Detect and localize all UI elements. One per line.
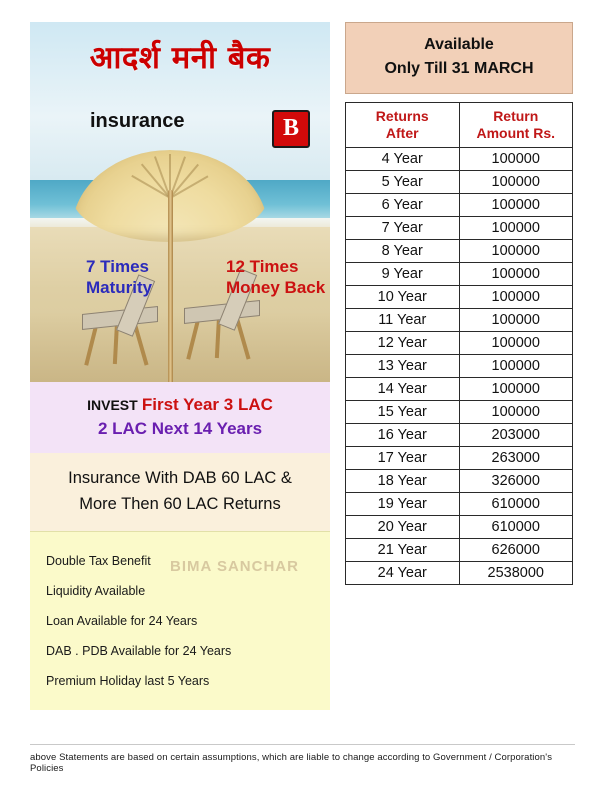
- beach-umbrella-icon: [72, 150, 268, 224]
- column-header-return-amount: [459, 103, 573, 148]
- cell-return-amount: 100000: [459, 217, 573, 240]
- table-row: [346, 263, 573, 286]
- table-row: [346, 447, 573, 470]
- list-item: Liquidity Available: [46, 584, 146, 598]
- table-row: [346, 424, 573, 447]
- poster-title-hindi: आदर्श मनी बैक: [89, 40, 271, 76]
- cell-returns-after: 12 Year: [346, 332, 460, 355]
- right-column: [345, 22, 573, 585]
- cell-returns-after: 19 Year: [346, 493, 460, 516]
- invest-next-years-value: 2 LAC Next 14 Years: [97, 419, 263, 438]
- left-column: [30, 22, 330, 710]
- invest-line-first-year: [30, 394, 330, 417]
- returns-table-head: [346, 103, 573, 148]
- watermark-text: BIMA SANCHAR: [170, 558, 299, 575]
- umbrella-pole: [168, 190, 173, 382]
- benefits-band: [30, 531, 330, 710]
- cell-returns-after: 11 Year: [346, 309, 460, 332]
- cell-return-amount: 100000: [459, 378, 573, 401]
- availability-line1: Available: [424, 36, 494, 53]
- maturity-badge-line1: 7 Times: [86, 257, 150, 276]
- cell-return-amount: 100000: [459, 240, 573, 263]
- column-header-returns-after-line1: Returns: [375, 108, 429, 124]
- cell-returns-after: 18 Year: [346, 470, 460, 493]
- table-row: [346, 516, 573, 539]
- headline-line1: Insurance With DAB 60 LAC &: [68, 469, 292, 487]
- cell-return-amount: 626000: [459, 539, 573, 562]
- cell-returns-after: 8 Year: [346, 240, 460, 263]
- invest-band: [30, 382, 330, 453]
- cell-return-amount: 100000: [459, 286, 573, 309]
- cell-return-amount: 100000: [459, 401, 573, 424]
- invest-first-year-value: First Year 3 LAC: [141, 395, 273, 414]
- cell-returns-after: 17 Year: [346, 447, 460, 470]
- table-header-row: [346, 103, 573, 148]
- table-row: [346, 171, 573, 194]
- cell-returns-after: 24 Year: [346, 562, 460, 585]
- availability-line2: Only Till 31 MARCH: [384, 60, 534, 77]
- column-header-return-amount-line2: Amount Rs.: [476, 125, 556, 141]
- table-row: [346, 562, 573, 585]
- table-row: [346, 194, 573, 217]
- cell-returns-after: 10 Year: [346, 286, 460, 309]
- column-header-return-amount-line1: Return: [493, 108, 539, 124]
- cell-return-amount: 610000: [459, 516, 573, 539]
- list-item: Loan Available for 24 Years: [46, 614, 198, 628]
- table-row: [346, 332, 573, 355]
- cell-return-amount: 203000: [459, 424, 573, 447]
- cell-returns-after: 6 Year: [346, 194, 460, 217]
- returns-table: [345, 102, 573, 585]
- cell-returns-after: 9 Year: [346, 263, 460, 286]
- invest-label: INVEST: [87, 397, 138, 413]
- cell-returns-after: 16 Year: [346, 424, 460, 447]
- money-back-badge: [226, 256, 325, 298]
- cell-return-amount: 2538000: [459, 562, 573, 585]
- cell-return-amount: 100000: [459, 332, 573, 355]
- list-item: DAB . PDB Available for 24 Years: [46, 644, 232, 658]
- beach-poster: [30, 22, 330, 382]
- cell-returns-after: 4 Year: [346, 148, 460, 171]
- table-row: [346, 286, 573, 309]
- cell-return-amount: 100000: [459, 309, 573, 332]
- cell-return-amount: 263000: [459, 447, 573, 470]
- cell-returns-after: 5 Year: [346, 171, 460, 194]
- cell-return-amount: 100000: [459, 263, 573, 286]
- availability-banner: [345, 22, 573, 94]
- cell-return-amount: 610000: [459, 493, 573, 516]
- money-back-badge-line1: 12 Times: [226, 257, 299, 276]
- poster-title-english: insurance: [90, 110, 185, 132]
- table-row: [346, 240, 573, 263]
- footer-disclaimer: above Statements are based on certain assumptions, which are liable to change according to Government / Corporation's Policies: [30, 752, 553, 774]
- cell-returns-after: 21 Year: [346, 539, 460, 562]
- maturity-badge: [86, 256, 152, 298]
- maturity-badge-line2: Maturity: [86, 278, 153, 297]
- headline-line2: More Then 60 LAC Returns: [79, 495, 281, 513]
- money-back-badge-line2: Money Back: [226, 278, 326, 297]
- headline-band: [30, 453, 330, 531]
- list-item: Double Tax Benefit: [46, 554, 151, 568]
- table-row: [346, 493, 573, 516]
- list-item: Premium Holiday last 5 Years: [46, 674, 210, 688]
- table-row: [346, 401, 573, 424]
- table-row: [346, 217, 573, 240]
- column-header-returns-after-line2: After: [385, 125, 419, 141]
- cell-return-amount: 100000: [459, 148, 573, 171]
- cell-return-amount: 100000: [459, 355, 573, 378]
- footer-divider: [30, 744, 575, 745]
- table-row: [346, 539, 573, 562]
- returns-table-body: [346, 148, 573, 585]
- table-row: [346, 309, 573, 332]
- cell-return-amount: 100000: [459, 194, 573, 217]
- benefits-list: [46, 546, 316, 696]
- table-row: [346, 470, 573, 493]
- cell-return-amount: 326000: [459, 470, 573, 493]
- cell-returns-after: 15 Year: [346, 401, 460, 424]
- table-row: [346, 355, 573, 378]
- brand-logo-icon: B: [272, 110, 310, 148]
- table-row: [346, 378, 573, 401]
- column-header-returns-after: [346, 103, 460, 148]
- cell-returns-after: 14 Year: [346, 378, 460, 401]
- table-row: [346, 148, 573, 171]
- cell-returns-after: 7 Year: [346, 217, 460, 240]
- cell-returns-after: 13 Year: [346, 355, 460, 378]
- cell-returns-after: 20 Year: [346, 516, 460, 539]
- cell-return-amount: 100000: [459, 171, 573, 194]
